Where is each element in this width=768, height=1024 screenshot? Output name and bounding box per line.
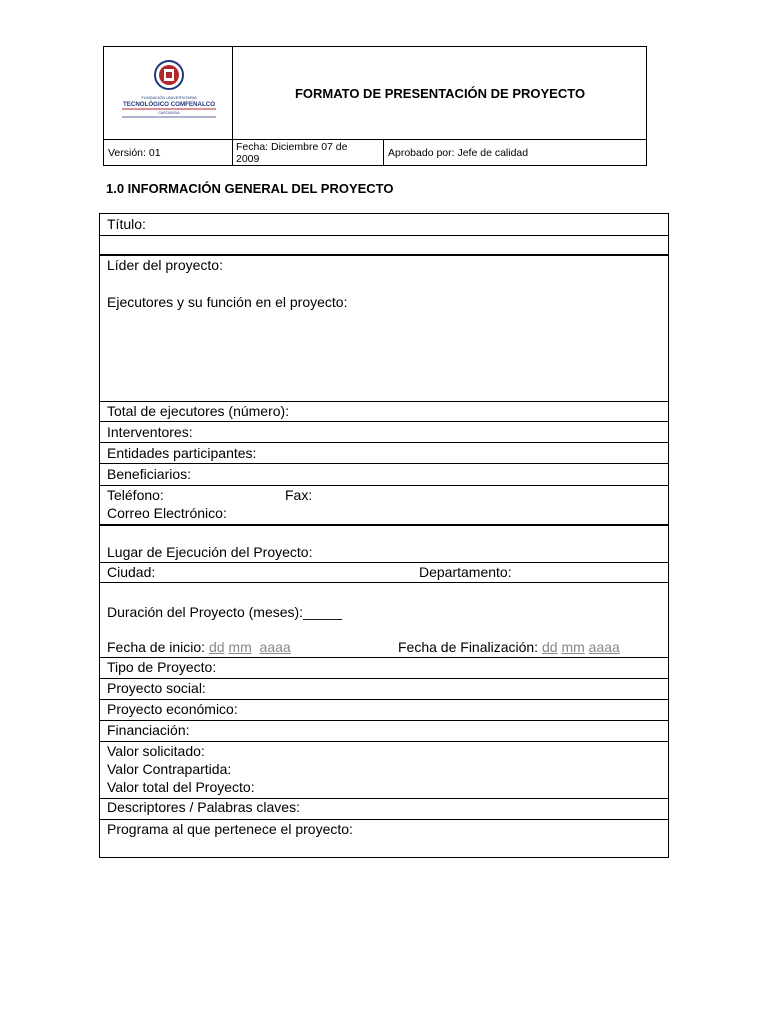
end-date-label: Fecha de Finalización: <box>398 639 539 655</box>
duration-label: Duración del Proyecto (meses):_____ <box>107 604 343 620</box>
header-divider <box>104 139 647 140</box>
economic-project-label: Proyecto económico: <box>107 701 238 717</box>
row-divider <box>100 401 668 402</box>
start-year-placeholder: aaaa <box>259 639 291 655</box>
institution-logo <box>118 59 220 121</box>
financing-label: Financiación: <box>107 722 190 738</box>
row-divider <box>100 235 668 236</box>
date-line1: Fecha: Diciembre 07 de <box>236 141 348 153</box>
execution-place-label: Lugar de Ejecución del Proyecto: <box>107 544 313 560</box>
city-label: Ciudad: <box>107 564 156 580</box>
participating-entities-label: Entidades participantes: <box>107 445 257 461</box>
row-divider <box>100 524 668 526</box>
row-divider <box>100 678 668 679</box>
logo-line3: CARTAGENA <box>158 111 180 115</box>
start-day-placeholder: dd <box>208 639 225 655</box>
end-month-placeholder: mm <box>561 639 585 655</box>
supervisors-label: Interventores: <box>107 424 193 440</box>
counterpart-value-label: Valor Contrapartida: <box>107 761 232 777</box>
keywords-label: Descriptores / Palabras claves: <box>107 799 300 815</box>
title-field-label: Título: <box>107 216 146 232</box>
project-type-label: Tipo de Proyecto: <box>107 659 217 675</box>
row-divider <box>100 562 668 563</box>
phone-label: Teléfono: <box>107 487 164 503</box>
start-date-field <box>107 639 291 655</box>
logo-line1: FUNDACIÓN UNIVERSITARIA <box>141 95 197 100</box>
approved-by-label: Aprobado por: Jefe de calidad <box>388 146 529 159</box>
project-info-form <box>99 213 669 858</box>
row-divider <box>100 485 668 486</box>
row-divider <box>100 421 668 422</box>
requested-value-label: Valor solicitado: <box>107 743 205 759</box>
version-label: Versión: 01 <box>108 146 161 159</box>
logo-line2: TECNOLÓGICO COMFENALCO <box>122 101 216 108</box>
row-divider <box>100 699 668 700</box>
document-title: FORMATO DE PRESENTACIÓN DE PROYECTO <box>294 85 586 101</box>
row-divider <box>100 463 668 464</box>
fax-label: Fax: <box>285 487 313 503</box>
executors-field-label: Ejecutores y su función en el proyecto: <box>107 294 348 310</box>
leader-field-label: Líder del proyecto: <box>107 257 223 273</box>
section-heading: 1.0 INFORMACIÓN GENERAL DEL PROYECTO <box>106 181 394 196</box>
row-divider <box>100 657 668 658</box>
row-divider <box>100 741 668 742</box>
document-header <box>103 46 647 166</box>
department-label: Departamento: <box>419 564 512 580</box>
end-day-placeholder: dd <box>541 639 558 655</box>
header-divider <box>383 139 384 166</box>
end-year-placeholder: aaaa <box>588 639 620 655</box>
start-date-label: Fecha de inicio: <box>107 639 206 655</box>
row-divider <box>100 582 668 583</box>
beneficiaries-label: Beneficiarios: <box>107 466 192 482</box>
social-project-label: Proyecto social: <box>107 680 206 696</box>
program-label: Programa al que pertenece el proyecto: <box>107 821 353 837</box>
email-label: Correo Electrónico: <box>107 505 227 521</box>
end-date-field <box>398 639 620 655</box>
row-divider <box>100 819 668 820</box>
start-month-placeholder: mm <box>228 639 252 655</box>
row-divider <box>100 442 668 443</box>
row-divider <box>100 720 668 721</box>
date-label <box>236 141 376 165</box>
total-value-label: Valor total del Proyecto: <box>107 779 255 795</box>
row-divider <box>100 254 668 256</box>
date-line2: 2009 <box>236 153 260 165</box>
total-executors-label: Total de ejecutores (número): <box>107 403 290 419</box>
